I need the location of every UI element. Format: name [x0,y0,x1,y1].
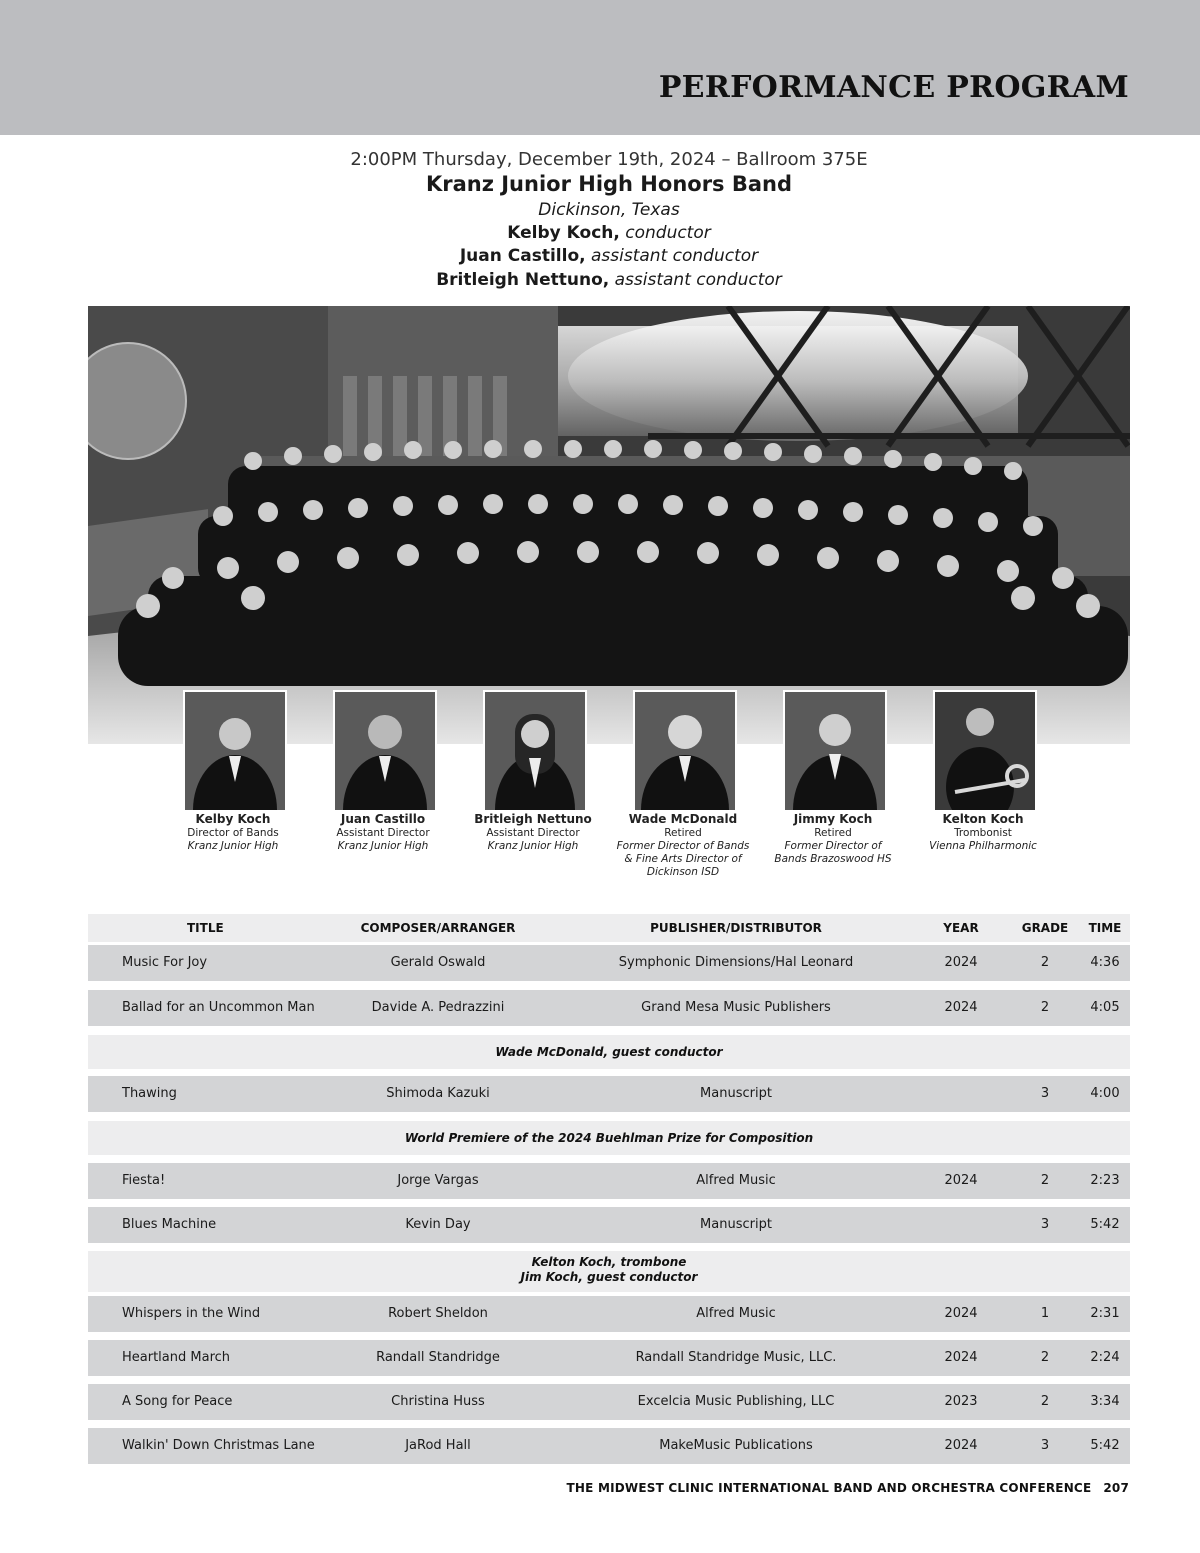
piece-year: 2024 [944,1350,978,1365]
conductor-role: assistant conductor [591,246,759,266]
person-org: Kranz Junior High [187,840,279,852]
piece-time: 3:34 [1090,1394,1120,1409]
piece-publisher: Manuscript [700,1217,772,1232]
column-header-grade: GRADE [1021,921,1069,935]
person-caption [608,812,758,879]
ensemble-name: Kranz Junior High Honors Band [425,172,793,196]
program-note-text: Jim Koch, guest conductor [520,1270,698,1284]
piece-composer: Christina Huss [391,1394,485,1409]
table-row [88,1076,1130,1112]
piece-composer: Shimoda Kazuki [386,1086,490,1101]
conductor-line [0,246,1200,266]
piece-composer: JaRod Hall [405,1438,471,1453]
table-row [88,1207,1130,1243]
piece-grade: 2 [1040,1000,1050,1015]
person-org: Former Director of Bands Brazoswood HS [774,840,892,865]
portrait-kelton-koch [933,690,1037,812]
piece-grade: 2 [1040,955,1050,970]
table-row [88,945,1130,981]
piece-publisher: Excelcia Music Publishing, LLC [637,1394,835,1409]
footer-conference-name: THE MIDWEST CLINIC INTERNATIONAL BAND AND ORCHESTRA CONFERENCE [566,1481,1092,1495]
piece-time: 2:31 [1090,1306,1120,1321]
piece-composer: Gerald Oswald [390,955,486,970]
person-role: Trombonist [954,827,1012,839]
page-number: 207 [1103,1481,1129,1495]
piece-grade: 3 [1040,1217,1050,1232]
portrait-kelby-koch [183,690,287,812]
piece-composer: Robert Sheldon [388,1306,488,1321]
piece-time: 5:42 [1090,1217,1120,1232]
piece-composer: Jorge Vargas [397,1173,479,1188]
person-org: Vienna Philharmonic [929,840,1037,852]
person-name: Jimmy Koch [793,812,873,826]
piece-grade: 1 [1040,1306,1050,1321]
program-note [88,1035,1130,1069]
ensemble-location: Dickinson, Texas [538,200,680,220]
program-note-text: Kelton Koch, trombone [531,1255,687,1269]
piece-publisher: Alfred Music [696,1306,776,1321]
person-caption [308,812,458,853]
person-role: Retired [664,827,702,839]
portrait-wade-mcdonald [633,690,737,812]
piece-year: 2024 [944,1173,978,1188]
table-row [88,990,1130,1026]
piece-title: Heartland March [122,1350,231,1365]
piece-time: 2:24 [1090,1350,1120,1365]
piece-grade: 2 [1040,1350,1050,1365]
person-role: Director of Bands [187,827,279,839]
piece-grade: 2 [1040,1394,1050,1409]
piece-publisher: MakeMusic Publications [659,1438,813,1453]
person-caption [758,812,908,866]
piece-time: 2:23 [1090,1173,1120,1188]
table-row [88,1163,1130,1199]
piece-year: 2024 [944,1306,978,1321]
person-caption [458,812,608,853]
piece-time: 4:00 [1090,1086,1120,1101]
piece-year: 2024 [944,955,978,970]
conductor-name: Kelby Koch, [507,223,620,243]
column-header-publisher: PUBLISHER/DISTRIBUTOR [650,921,822,935]
piece-title: Thawing [122,1086,177,1101]
band-group-photo [88,306,1130,744]
person-caption [158,812,308,853]
piece-publisher: Symphonic Dimensions/Hal Leonard [618,955,854,970]
page-footer [567,1481,1129,1495]
piece-title: Walkin' Down Christmas Lane [122,1438,315,1453]
conductor-line [0,270,1200,290]
concert-datetime: 2:00PM Thursday, December 19th, 2024 – Ballroom 375E [350,149,868,170]
piece-year: 2024 [944,1438,978,1453]
piece-grade: 2 [1040,1173,1050,1188]
piece-composer: Randall Standridge [376,1350,500,1365]
person-name: Wade McDonald [628,812,738,826]
piece-grade: 3 [1040,1086,1050,1101]
table-row [88,1340,1130,1376]
table-row [88,1384,1130,1420]
person-name: Kelby Koch [195,812,271,826]
column-header-composer: COMPOSER/ARRANGER [360,921,516,935]
portrait-jimmy-koch [783,690,887,812]
conductor-name: Juan Castillo, [459,246,586,266]
person-org: Kranz Junior High [487,840,579,852]
piece-title: Music For Joy [122,955,208,970]
conductor-line [0,223,1200,243]
piece-publisher: Randall Standridge Music, LLC. [635,1350,837,1365]
person-name: Juan Castillo [340,812,426,826]
conductor-role: assistant conductor [614,270,782,290]
piece-publisher: Grand Mesa Music Publishers [641,1000,831,1015]
table-row [88,1296,1130,1332]
piece-title: Blues Machine [122,1217,217,1232]
column-header-year: YEAR [943,921,979,935]
table-row [88,1428,1130,1464]
piece-composer: Davide A. Pedrazzini [371,1000,505,1015]
piece-time: 4:36 [1090,955,1120,970]
program-note-text: World Premiere of the 2024 Buehlman Prize for Composition [404,1131,814,1145]
piece-grade: 3 [1040,1438,1050,1453]
program-note-text: Wade McDonald, guest conductor [495,1045,723,1059]
piece-year: 2024 [944,1000,978,1015]
person-role: Assistant Director [486,827,580,839]
piece-publisher: Manuscript [700,1086,772,1101]
piece-time: 5:42 [1090,1438,1120,1453]
person-name: Britleigh Nettuno [474,812,592,826]
page-title: PERFORMANCE PROGRAM [658,70,1129,105]
person-caption [908,812,1058,853]
piece-time: 4:05 [1090,1000,1120,1015]
portrait-britleigh-nettuno [483,690,587,812]
program-note [88,1121,1130,1155]
piece-title: Whispers in the Wind [122,1306,261,1321]
piece-title: Fiesta! [122,1173,166,1188]
header-band [0,0,1200,135]
conductor-name: Britleigh Nettuno, [436,270,610,290]
piece-publisher: Alfred Music [696,1173,776,1188]
piece-title: Ballad for an Uncommon Man [122,1000,315,1015]
column-header-title: TITLE [187,921,224,935]
person-role: Assistant Director [336,827,430,839]
piece-title: A Song for Peace [122,1394,233,1409]
person-org: Kranz Junior High [337,840,429,852]
piece-year: 2023 [944,1394,978,1409]
person-role: Retired [814,827,852,839]
program-note [88,1251,1130,1292]
conductor-role: conductor [625,223,711,243]
person-name: Kelton Koch [942,812,1024,826]
portrait-juan-castillo [333,690,437,812]
person-org: Former Director of Bands & Fine Arts Director of Dickinson ISD [616,840,750,878]
column-header-time: TIME [1088,921,1122,935]
piece-composer: Kevin Day [405,1217,471,1232]
